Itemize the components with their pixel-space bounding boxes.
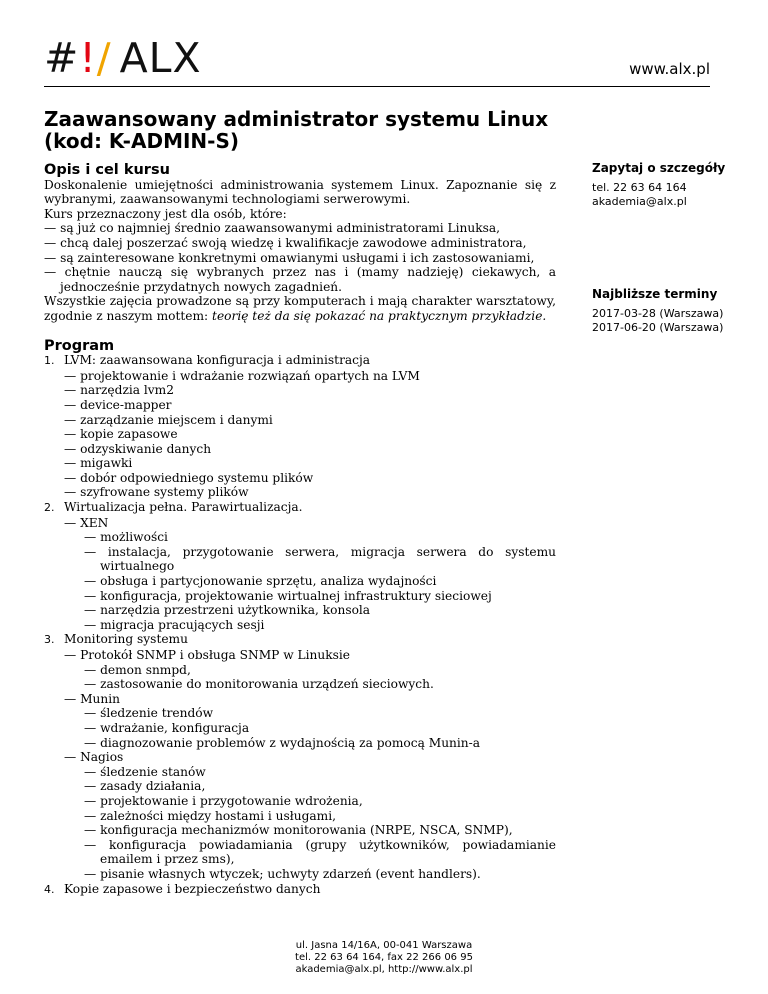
contact-email[interactable]: akademia@alx.pl [592,195,687,208]
list-item: — odzyskiwanie danych [64,441,212,456]
list-item: — możliwości [84,530,168,545]
audience-item: — są już co najmniej średnio zaawansowanymi administratorami Linuksa, [44,221,501,236]
footer [0,940,768,976]
list-item: — narzędzia przestrzeni użytkownika, konsola [84,603,371,618]
list-item: — szyfrowane systemy plików [64,485,249,500]
date-item: 2017-03-28 (Warszawa) [592,307,724,320]
opis-heading: Opis i cel kursu [44,162,170,178]
page-title: Zaawansowany administrator systemu Linux (kod: K-ADMIN-S) [44,107,549,153]
list-item: — projektowanie i wdrażanie rozwiązań opartych na LVM [64,368,420,383]
list-item: — śledzenie stanów [84,764,206,779]
contact-phone: tel. 22 63 64 164 [592,181,687,194]
alx-logo [44,36,202,80]
audience-intro: Kurs przeznaczony jest dla osób, które: [44,206,287,221]
dates-heading: Najbliższe terminy [592,287,718,301]
list-item: — zasady działania, [84,779,206,794]
footer-phones: tel. 22 63 64 164, fax 22 266 06 95 [295,952,473,963]
contact-heading: Zapytaj o szczegóły [592,161,726,175]
list-item: — diagnozowanie problemów z wydajnością za pomocą Munin-a [84,735,481,750]
list-group: — XEN [64,515,109,530]
list-item: — konfiguracja, projektowanie wirtualnej infrastruktury sieciowej [84,588,492,603]
list-group: — Protokół SNMP i obsługa SNMP w Linuksie [64,648,350,662]
logo-slash: / [96,34,112,82]
main-content [44,163,556,897]
sidebar [592,161,762,335]
list-item: — zarządzanie miejscem i danymi [64,412,273,427]
program-section-4: 4. Kopie zapasowe i bezpieczeństwo danych [44,881,321,896]
program-section-3: 3. Monitoring systemu [44,632,188,647]
header-divider [44,86,710,87]
list-item: — projektowanie i przygotowanie wdrożenia, [84,793,363,808]
list-item: — dobór odpowiedniego systemu plików [64,470,314,485]
footer-contact[interactable]: akademia@alx.pl, http://www.alx.pl [295,964,473,975]
list-item: — śledzenie trendów [84,706,214,721]
audience-item: — są zainteresowane konkretnymi omawianymi usługami i ich zastosowaniami, [44,250,535,265]
logo-bang: ! [79,34,97,82]
list-item: — narzędzia lvm2 [64,383,174,398]
footer-address: ul. Jasna 14/16A, 00-041 Warszawa [295,940,473,951]
audience-item: — chcą dalej poszerzać swoją wiedzę i kwalifikacje zawodowe administratora, [44,235,527,250]
list-group: — Munin [64,691,120,706]
date-item: 2017-06-20 (Warszawa) [592,321,724,334]
list-item: — zależności między hostami i usługami, [84,808,336,823]
logo-brand: ALX [119,34,202,82]
list-item: — konfiguracja powiadamiania (grupy użytkowników, powiadamianie emailem i przez sms), [84,837,556,867]
list-item: — kopie zapasowe [64,427,178,442]
list-item: — obsługa i partycjonowanie sprzętu, analiza wydajności [84,574,437,589]
upcoming-dates [592,287,762,335]
opis-closing: Wszystkie zajęcia prowadzone są przy komputerach i mają charakter warsztatowy, zgodnie z naszym mottem: teorię też da się pokazać na praktycznym przykładzie. [44,294,556,323]
logo-hash: # [44,34,80,82]
list-item: — migracja pracujących sesji [84,617,265,632]
website-link[interactable]: www.alx.pl [629,60,710,78]
list-item: — zastosowanie do monitorowania urządzeń sieciowych. [84,677,434,692]
list-item: — instalacja, przygotowanie serwera, migracja serwera do systemu wirtualnego [84,544,556,574]
program-section-1: 1. LVM: zaawansowana konfiguracja i administracja [44,353,371,368]
program-section-2: 2. Wirtualizacja pełna. Parawirtualizacja. [44,500,303,515]
list-item: — migawki [64,456,133,471]
audience-item: — chętnie nauczą się wybranych przez nas i (mamy nadzieję) ciekawych, a jednocześnie przydatnych nowych zagadnień. [44,265,556,294]
motto: teorię też da się pokazać na praktycznym przykładzie. [212,308,547,323]
program-heading: Program [44,337,115,354]
list-item: — device-mapper [64,397,172,412]
list-group: — Nagios [64,750,124,765]
opis-intro: Doskonalenie umiejętności administrowania systemem Linux. Zapoznanie się z wybranymi, zaawansowanymi technologiami serwerowymi. [44,177,556,207]
list-item: — konfiguracja mechanizmów monitorowania (NRPE, NSCA, SNMP), [84,823,513,838]
list-item: — demon snmpd, [84,662,191,677]
list-item: — pisanie własnych wtyczek; uchwyty zdarzeń (event handlers). [84,866,481,881]
list-item: — wdrażanie, konfiguracja [84,720,250,735]
